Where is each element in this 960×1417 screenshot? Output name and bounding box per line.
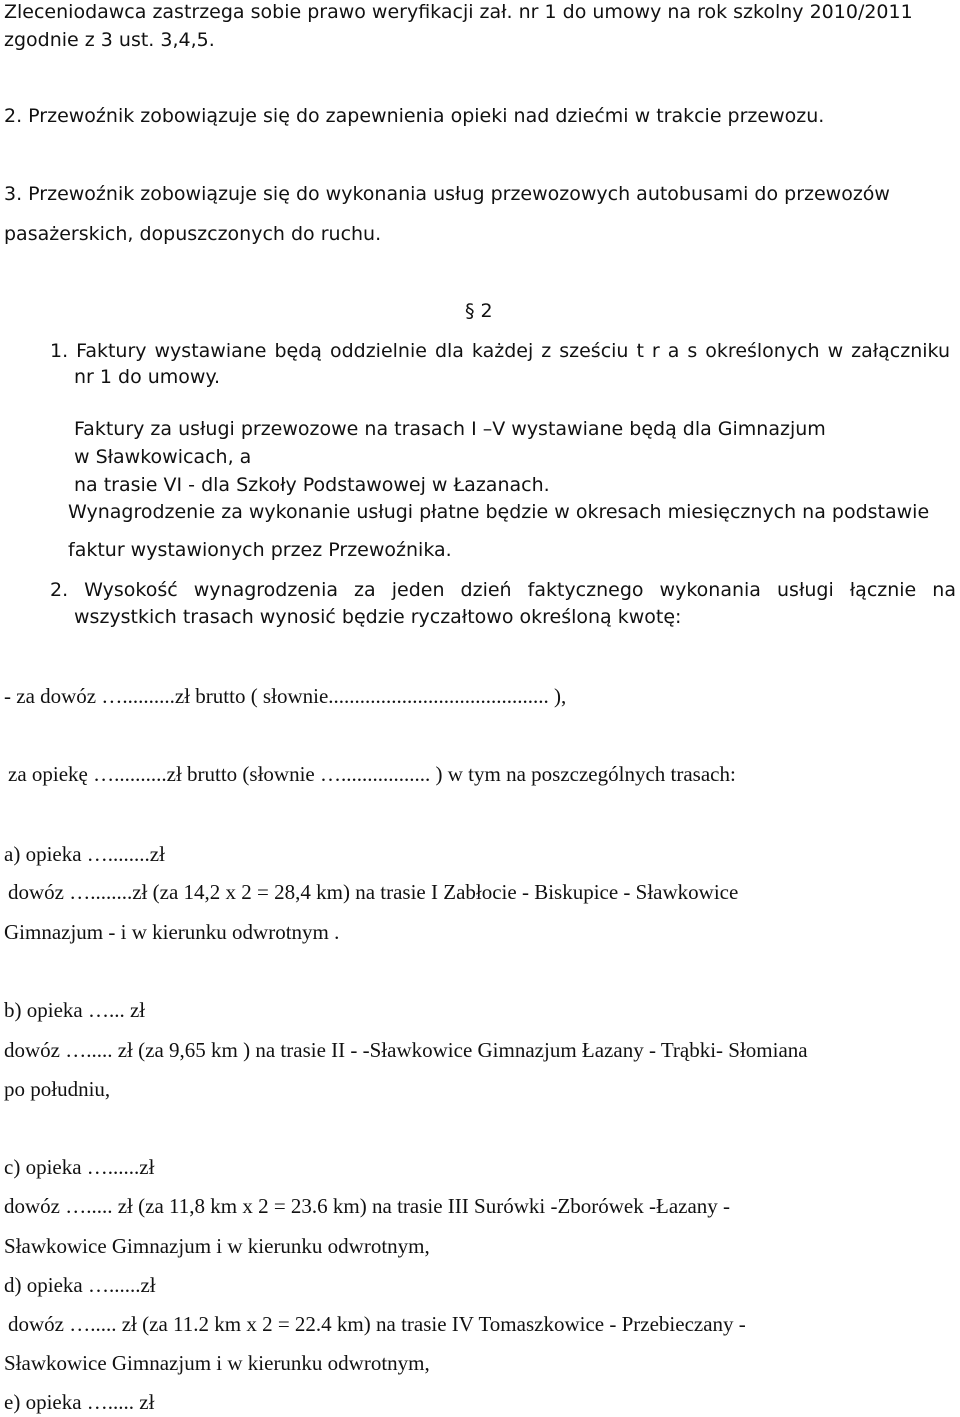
paragraph-1-line1: 1. Faktury wystawiane będą oddzielnie dla każdej z sześciu t r a s określonych w załączniku — [50, 340, 950, 362]
paragraph-1-line2: nr 1 do umowy. — [74, 366, 221, 388]
route-d-care: d) opieka …......zł — [4, 1273, 156, 1297]
route-b-transport-line2: po południu, — [4, 1077, 111, 1101]
route-a-transport-line1: dowóz …........zł (za 14,2 x 2 = 28,4 km) na trasie I Zabłocie - Biskupice - Sławkowice — [8, 880, 739, 904]
route-c-transport-line2: Sławkowice Gimnazjum i w kierunku odwrotnym, — [4, 1234, 430, 1258]
invoice-line1: Faktury za usługi przewozowe na trasach I –V wystawiane będą dla Gimnazjum — [74, 418, 826, 440]
clause-3-line2: pasażerskich, dopuszczonych do ruchu. — [4, 223, 382, 245]
route-b-care: b) opieka …... zł — [4, 998, 146, 1022]
route-e-care: e) opieka …..... zł — [4, 1390, 155, 1414]
payment-line2: faktur wystawionych przez Przewoźnika. — [68, 539, 452, 561]
invoice-line2: w Sławkowicach, a — [74, 446, 252, 468]
paragraph-2-line1: 2. Wysokość wynagrodzenia za jeden dzień faktycznego wykonania usługi łącznie na — [50, 579, 956, 601]
paragraph-2-line2: wszystkich trasach wynosić będzie ryczałtowo określoną kwotę: — [74, 606, 682, 628]
route-b-transport-line1: dowóz …..... zł (za 9,65 km ) na trasie II - -Sławkowice Gimnazjum Łazany - Trąbki- Słomiana — [4, 1038, 808, 1062]
route-d-transport-line1: dowóz …..... zł (za 11.2 km x 2 = 22.4 km) na trasie IV Tomaszkowice - Przebieczany - — [8, 1312, 746, 1336]
header-note-line2: zgodnie z 3 ust. 3,4,5. — [4, 29, 215, 51]
clause-2: 2. Przewoźnik zobowiązuje się do zapewnienia opieki nad dziećmi w trakcie przewozu. — [4, 105, 825, 127]
route-a-transport-line2: Gimnazjum - i w kierunku odwrotnym . — [4, 920, 340, 944]
clause-3-line1: 3. Przewoźnik zobowiązuje się do wykonania usług przewozowych autobusami do przewozów — [4, 183, 890, 205]
care-amount-line: za opiekę …..........zł brutto (słownie …................. ) w tym na poszczególnych trasach: — [8, 762, 736, 786]
route-a-care: a) opieka …........zł — [4, 842, 165, 866]
transport-amount-line: - za dowóz …..........zł brutto ( słownie.......................................... ), — [4, 684, 567, 708]
route-c-transport-line1: dowóz …..... zł (za 11,8 km x 2 = 23.6 km) na trasie III Surówki -Zborówek -Łazany - — [4, 1194, 731, 1218]
route-c-care: c) opieka …......zł — [4, 1155, 155, 1179]
header-note-line1: Zleceniodawca zastrzega sobie prawo weryfikacji zał. nr 1 do umowy na rok szkolny 2010/2011 — [4, 1, 913, 23]
section-heading: § 2 — [465, 300, 493, 322]
invoice-line3: na trasie VI - dla Szkoły Podstawowej w Łazanach. — [74, 474, 550, 496]
payment-line1: Wynagrodzenie za wykonanie usługi płatne będzie w okresach miesięcznych na podstawie — [68, 501, 930, 523]
route-d-transport-line2: Sławkowice Gimnazjum i w kierunku odwrotnym, — [4, 1351, 430, 1375]
